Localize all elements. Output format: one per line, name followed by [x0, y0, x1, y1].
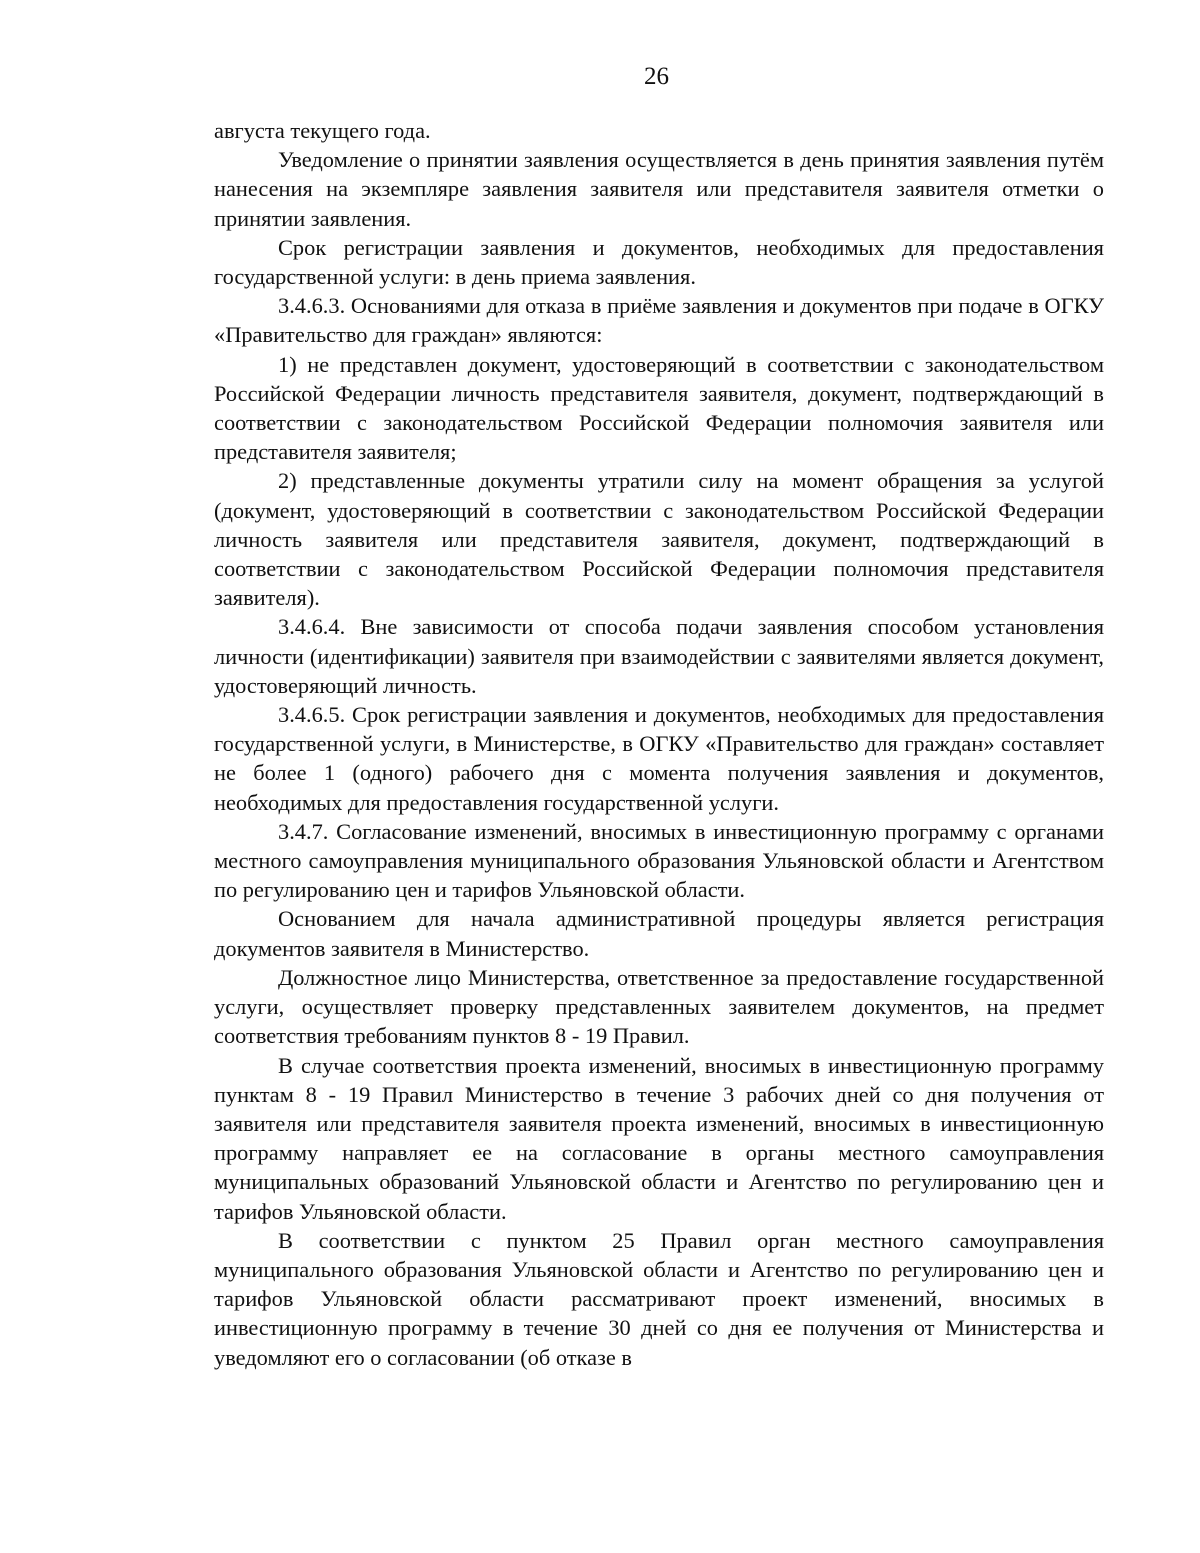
- paragraph: Срок регистрации заявления и документов, необходимых для предоставления государственной услуги: в день приема заявления.: [214, 234, 1104, 290]
- list-item: 2) представленные документы утратили силу на момент обращения за услугой (документ, удостоверяющий в соответствии с законодательством Российской Федерации личность заявителя или представителя заявителя, документ, подтверждающий в соответствии с законодательством Российской Федерации полномочия представителя заявителя).: [214, 468, 1104, 611]
- page-number: 26: [644, 63, 669, 90]
- paragraph: Уведомление о принятии заявления осуществляется в день принятия заявления путём нанесения на экземпляре заявления заявителя или представителя заявителя отметки о принятии заявления.: [214, 147, 1104, 231]
- paragraph: 3.4.6.3. Основаниями для отказа в приёме заявления и документов при подаче в ОГКУ «Правительство для граждан» являются:: [214, 293, 1104, 348]
- paragraph: Основанием для начала административной процедуры является регистрация документов заявителя в Министерство.: [214, 906, 1104, 961]
- paragraph: В случае соответствия проекта изменений, вносимых в инвестиционную программу пунктам 8 - 19 Правил Министерство в течение 3 рабочих дней со дня получения от заявителя или представителя заявителя проекта изменений, вносимых в инвестиционную программу направляет ее на согласование в органы местного самоуправления муниципальных образований Ульяновской области и Агентство по регулированию цен и тарифов Ульяновской области.: [214, 1052, 1104, 1224]
- paragraph: Должностное лицо Министерства, ответственное за предоставление государственной услуги, осуществляет проверку представленных заявителем документов, на предмет соответствия требованиям пунктов 8 - 19 Правил.: [214, 964, 1104, 1049]
- section-heading-paragraph: 3.4.7. Согласование изменений, вносимых в инвестиционную программу с органами местного самоуправления муниципального образования Ульяновской области и Агентством по регулированию цен и тарифов Ульяновской области.: [214, 818, 1104, 903]
- paragraph: августа текущего года.: [214, 118, 431, 143]
- paragraph: 3.4.6.4. Вне зависимости от способа подачи заявления способом установления личности (идентификации) заявителя при взаимодействии с заявителями является документ, удостоверяющий личность.: [214, 614, 1104, 698]
- list-item: 1) не представлен документ, удостоверяющий в соответствии с законодательством Российской Федерации личность представителя заявителя, документ, подтверждающий в соответствии с законодательством Российской Федерации полномочия заявителя или представителя заявителя;: [214, 351, 1104, 465]
- paragraph: 3.4.6.5. Срок регистрации заявления и документов, необходимых для предоставления государственной услуги, в Министерстве, в ОГКУ «Правительство для граждан» составляет не более 1 (одного) рабочего дня с момента получения заявления и документов, необходимых для предоставления государственной услуги.: [214, 702, 1104, 815]
- document-body: [214, 116, 1104, 1372]
- paragraph: В соответствии с пунктом 25 Правил орган местного самоуправления муниципального образования Ульяновской области и Агентство по регулированию цен и тарифов Ульяновской области рассматривают проект изменений, вносимых в инвестиционную программу в течение 30 дней со дня ее получения от Министерства и уведомляют его о согласовании (об отказе в: [214, 1227, 1104, 1370]
